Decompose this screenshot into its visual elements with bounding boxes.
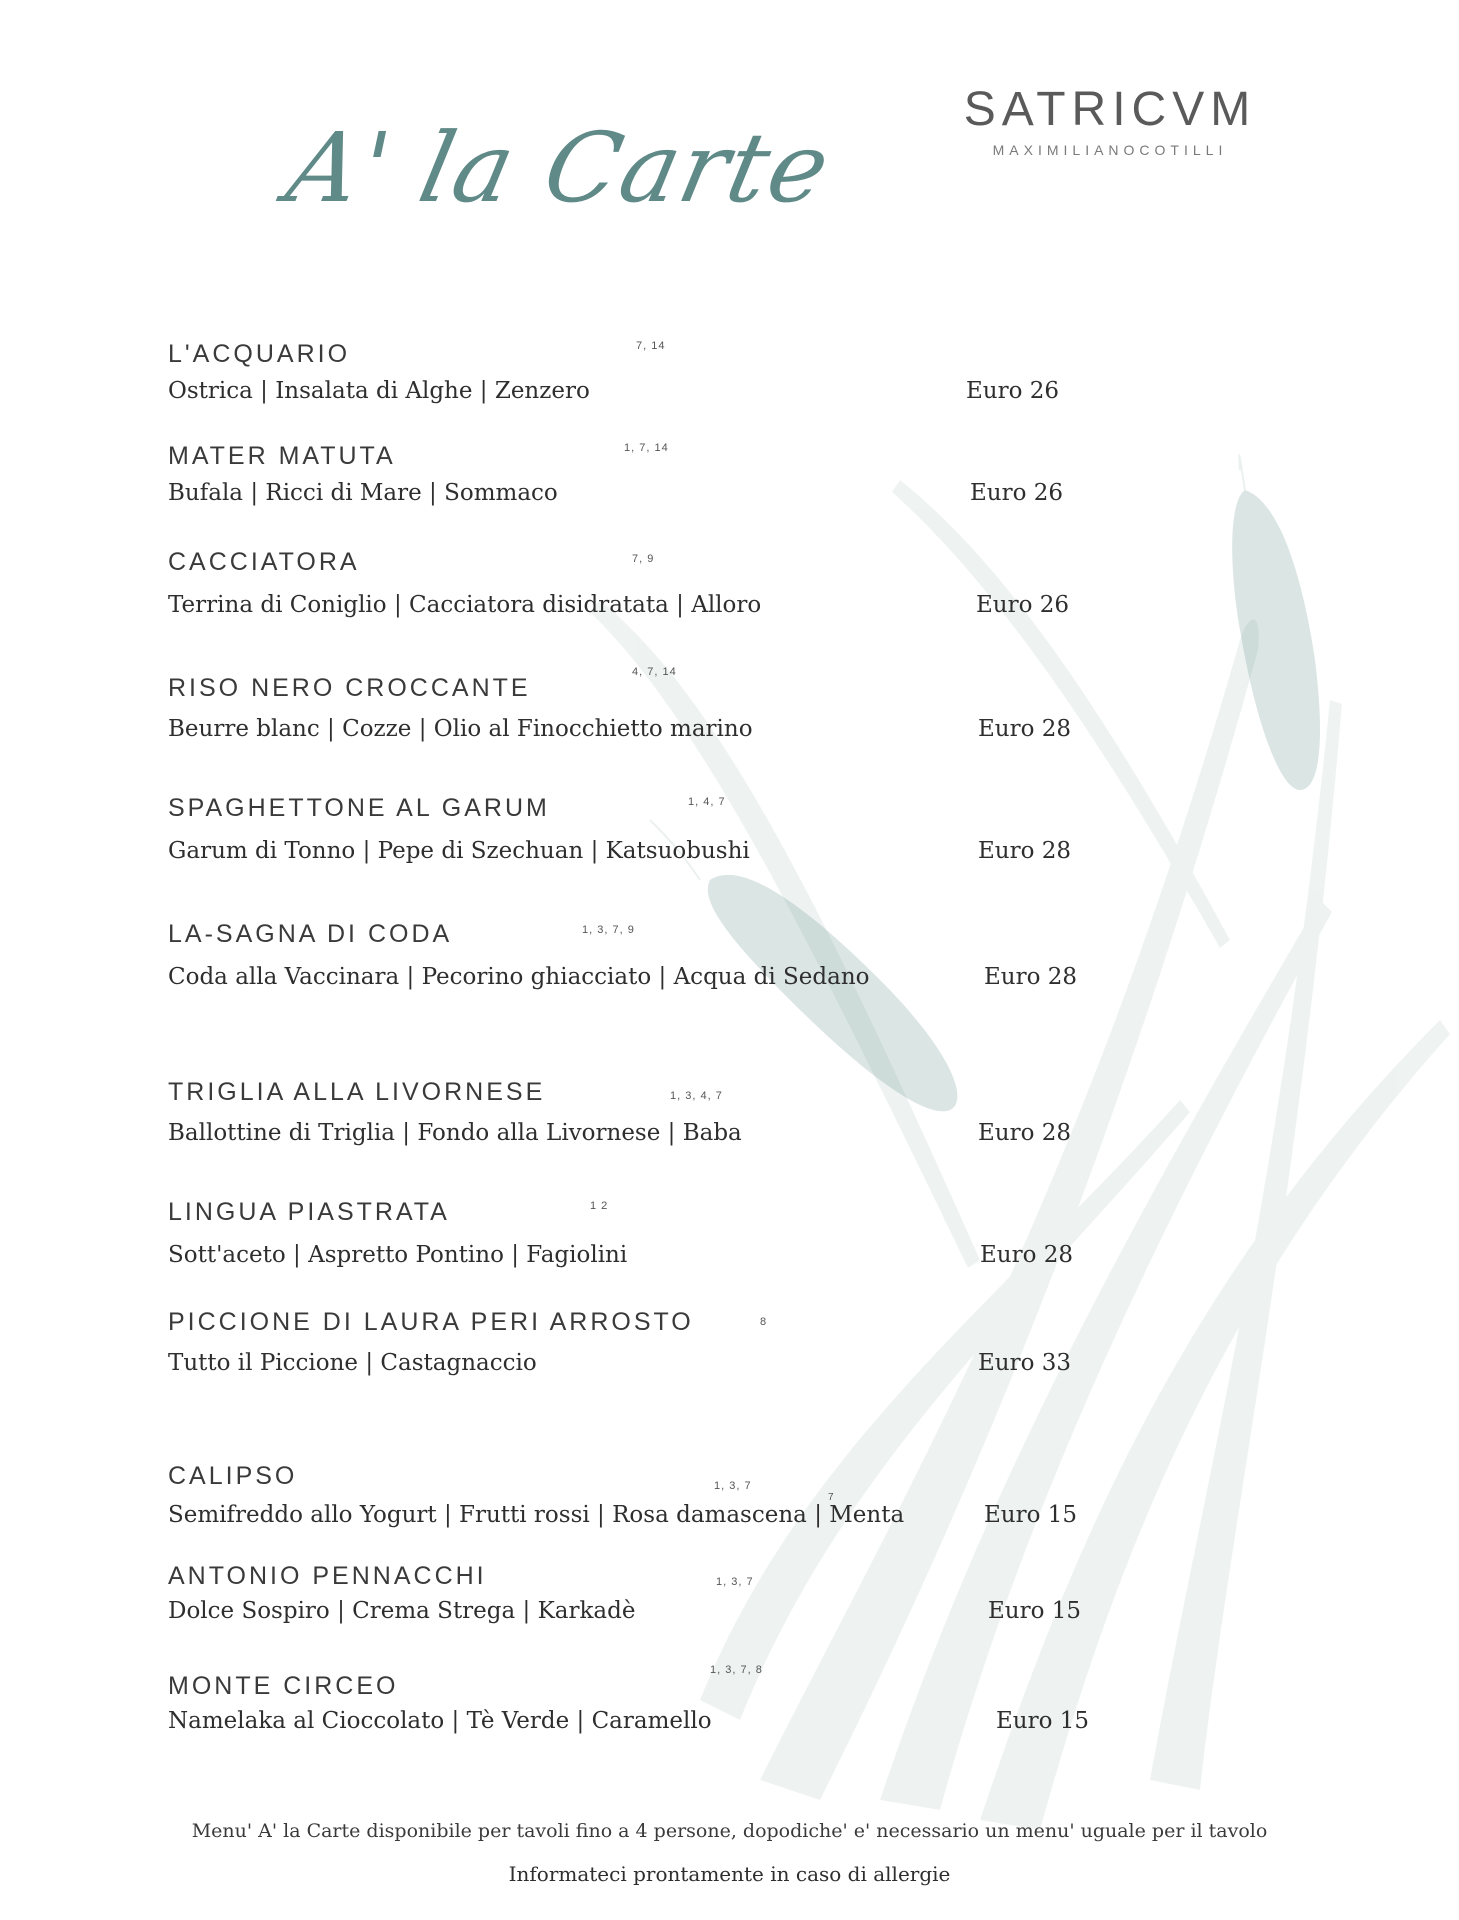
dish-name: ANTONIO PENNACCHI <box>168 1562 487 1590</box>
menu-item <box>168 1078 1168 1158</box>
dish-description: Dolce Sospiro | Crema Strega | Karkadè <box>168 1598 636 1624</box>
dish-description: Namelaka al Cioccolato | Tè Verde | Caramello <box>168 1708 712 1734</box>
menu-item <box>168 666 1168 754</box>
allergen-codes: 7, 14 <box>636 340 666 352</box>
allergen-codes: 7, 9 <box>632 553 655 565</box>
dish-price: Euro 28 <box>980 1242 1074 1268</box>
allergen-mark: 7 <box>828 1492 834 1503</box>
dish-description: Semifreddo allo Yogurt | Frutti rossi | Rosa damascena | Menta <box>168 1502 905 1528</box>
allergen-codes: 1, 4, 7 <box>688 796 726 808</box>
dish-description: Coda alla Vaccinara | Pecorino ghiacciato | Acqua di Sedano <box>168 964 870 990</box>
allergy-notice: Informateci prontamente in caso di allergie <box>508 1862 951 1886</box>
allergen-codes: 8 <box>760 1316 768 1328</box>
menu-item <box>168 1562 1168 1642</box>
allergen-codes: 1 2 <box>590 1200 609 1212</box>
allergen-codes: 1, 3, 7 <box>716 1576 754 1588</box>
dish-description: Ballottine di Triglia | Fondo alla Livornese | Baba <box>168 1120 742 1146</box>
allergen-codes: 4, 7, 14 <box>632 666 677 678</box>
dish-name: PICCIONE DI LAURA PERI ARROSTO <box>168 1308 694 1336</box>
dish-description: Garum di Tonno | Pepe di Szechuan | Katsuobushi <box>168 838 750 864</box>
dish-name: MONTE CIRCEO <box>168 1672 399 1700</box>
dish-name: L'ACQUARIO <box>168 340 351 368</box>
dish-price: Euro 15 <box>996 1708 1090 1734</box>
menu-item <box>168 1308 1168 1388</box>
dish-price: Euro 15 <box>984 1502 1078 1528</box>
menu-item <box>168 442 1168 522</box>
menu-item <box>168 1198 1168 1278</box>
dish-price: Euro 26 <box>976 592 1070 618</box>
dish-name: TRIGLIA ALLA LIVORNESE <box>168 1078 546 1106</box>
dish-price: Euro 28 <box>978 838 1072 864</box>
dish-name: LA-SAGNA DI CODA <box>168 920 453 948</box>
dish-price: Euro 28 <box>984 964 1078 990</box>
page-title: A' la Carte <box>278 112 841 224</box>
dish-name: SPAGHETTONE AL GARUM <box>168 794 550 822</box>
menu-item <box>168 1462 1168 1542</box>
allergen-codes: 1, 7, 14 <box>624 442 669 454</box>
dish-name: CACCIATORA <box>168 548 360 576</box>
dish-price: Euro 26 <box>970 480 1064 506</box>
dish-description: Terrina di Coniglio | Cacciatora disidratata | Alloro <box>168 592 762 618</box>
brand-logo <box>960 83 1260 158</box>
dish-description: Tutto il Piccione | Castagnaccio <box>168 1350 537 1376</box>
dish-name: LINGUA PIASTRATA <box>168 1198 450 1226</box>
allergen-codes: 1, 3, 7, 8 <box>710 1664 763 1676</box>
allergen-codes: 1, 3, 7, 9 <box>582 924 635 936</box>
brand-subtitle: MAXIMILIANOCOTILLI <box>992 142 1228 158</box>
allergen-codes: 1, 3, 7 <box>714 1480 752 1492</box>
dish-price: Euro 15 <box>988 1598 1082 1624</box>
dish-description: Beurre blanc | Cozze | Olio al Finocchietto marino <box>168 716 753 742</box>
allergen-codes: 1, 3, 4, 7 <box>670 1090 723 1102</box>
menu-item <box>168 1664 1168 1752</box>
dish-description: Bufala | Ricci di Mare | Sommaco <box>168 480 558 506</box>
dish-price: Euro 28 <box>978 716 1072 742</box>
dish-description: Ostrica | Insalata di Alghe | Zenzero <box>168 378 590 404</box>
dish-name: MATER MATUTA <box>168 442 396 470</box>
dish-price: Euro 28 <box>978 1120 1072 1146</box>
menu-item <box>168 340 1168 420</box>
dish-price: Euro 33 <box>978 1350 1072 1376</box>
brand-name: SATRICVM <box>963 83 1257 136</box>
dish-name: CALIPSO <box>168 1462 298 1490</box>
dish-name: RISO NERO CROCCANTE <box>168 674 531 702</box>
menu-item <box>168 920 1168 1000</box>
menu-item <box>168 794 1168 874</box>
availability-note: Menu' A' la Carte disponibile per tavoli fino a 4 persone, dopodiche' e' necessario un menu' uguale per il tavolo <box>191 1820 1268 1842</box>
dish-price: Euro 26 <box>966 378 1060 404</box>
dish-description: Sott'aceto | Aspretto Pontino | Fagiolini <box>168 1242 628 1268</box>
menu-item <box>168 548 1168 628</box>
